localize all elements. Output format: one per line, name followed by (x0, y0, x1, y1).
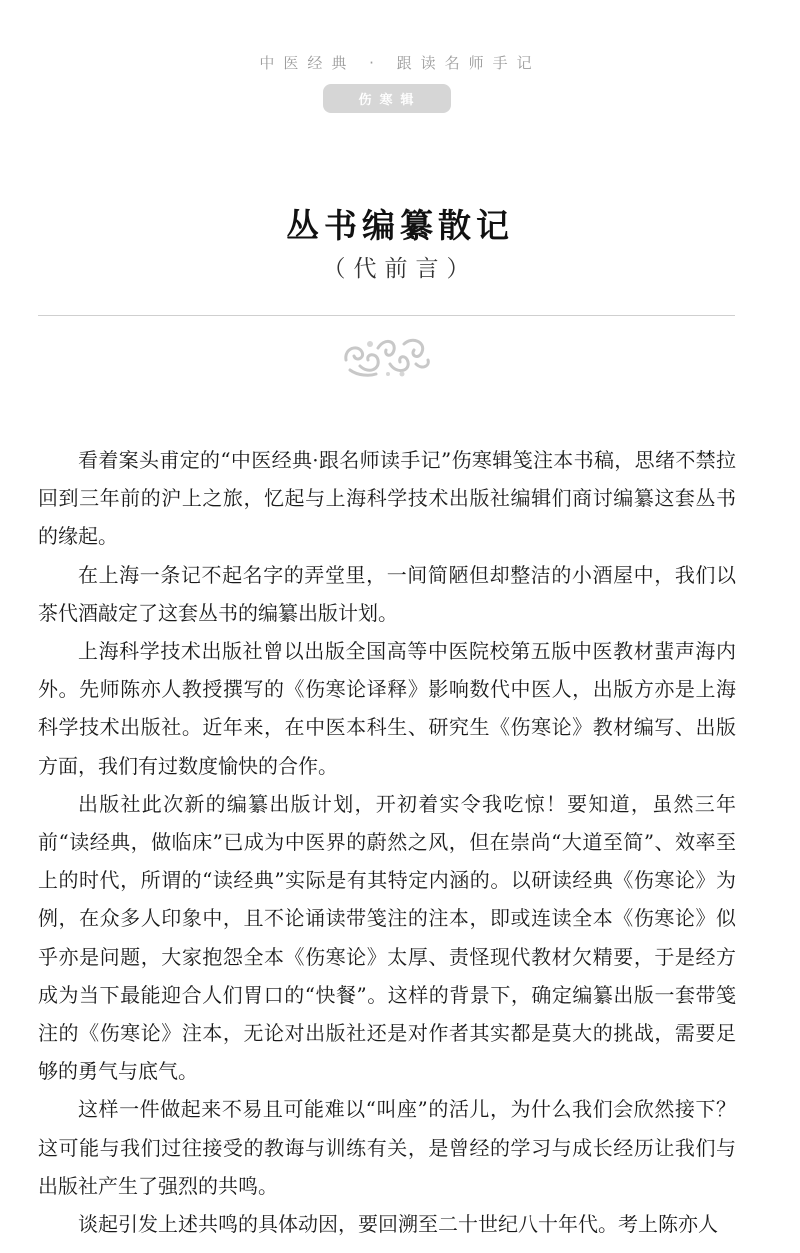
paragraph: 看着案头甫定的“中医经典·跟名师读手记”伤寒辑笺注本书稿，思绪不禁拉回到三年前的沪上之旅，忆起与上海科学技术出版社编辑们商讨编纂这套丛书的缘起。 (38, 448, 736, 549)
page-title: 丛书编纂散记 (286, 206, 514, 245)
paragraph: 这样一件做起来不易且可能难以“叫座”的活儿，为什么我们会欣然接下？这可能与我们过往接受的教诲与训练有关，是曾经的学习与成长经历让我们与出版社产生了强烈的共鸣。 (38, 1097, 736, 1198)
section-badge: 伤寒辑 (323, 84, 451, 113)
paragraph: 谈起引发上述共鸣的具体动因，要回溯至二十世纪八十年代。考上陈亦人 (78, 1212, 718, 1237)
page-subtitle: （代前言） (322, 256, 478, 282)
cloud-scroll-ornament-icon (340, 330, 432, 380)
title-divider (38, 315, 735, 316)
paragraph: 在上海一条记不起名字的弄堂里，一间简陋但却整洁的小酒屋中，我们以茶代酒敲定了这套丛书的编纂出版计划。 (38, 562, 736, 625)
running-head: 中医经典 · 跟读名师手记 (259, 54, 541, 72)
paragraph: 上海科学技术出版社曾以出版全国高等中医院校第五版中医教材蜚声海内外。先师陈亦人教授撰写的《伤寒论译释》影响数代中医人，出版方亦是上海科学技术出版社。近年来，在中医本科生、研究生《伤寒论》教材编写、出版方面，我们有过数度愉快的合作。 (38, 639, 736, 778)
body-text (38, 441, 736, 1243)
paragraph: 出版社此次新的编纂出版计划，开初着实令我吃惊！要知道，虽然三年前“读经典，做临床”已成为中医界的蔚然之风，但在崇尚“大道至简”、效率至上的时代，所谓的“读经典”实际是有其特定内涵的。以研读经典《伤寒论》为例，在众多人印象中，且不论诵读带笺注的注本，即或连读全本《伤寒论》似乎亦是问题，大家抱怨全本《伤寒论》太厚、责怪现代教材欠精要，于是经方成为当下最能迎合人们胃口的“快餐”。这样的背景下，确定编纂出版一套带笺注的《伤寒论》注本，无论对出版社还是对作者其实都是莫大的挑战，需要足够的勇气与底气。 (38, 791, 736, 1084)
